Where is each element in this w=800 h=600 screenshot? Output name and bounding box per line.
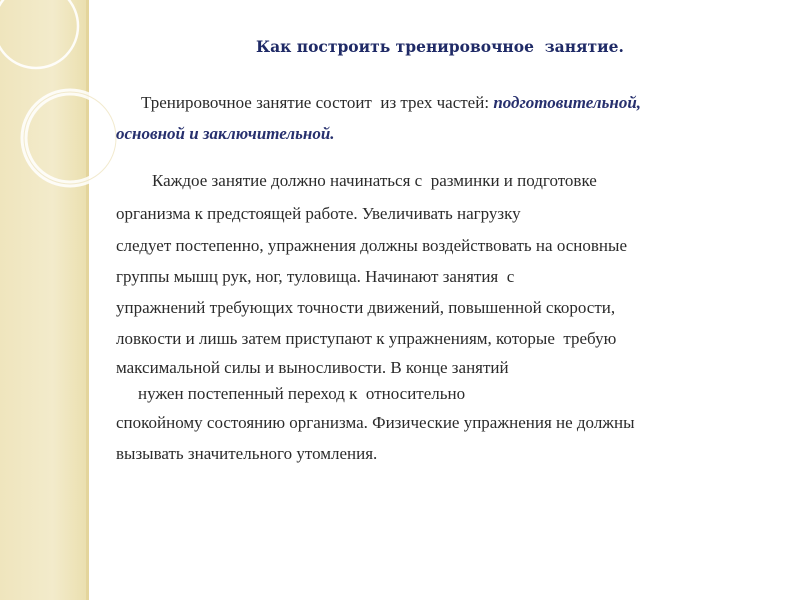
body-line: вызывать значительного утомления. [116, 444, 378, 463]
body-line: следует постепенно, упражнения должны воздействовать на основные [116, 236, 627, 255]
intro-line-1 [141, 93, 641, 113]
intro-emphasis-preparatory: подготовительной, [493, 93, 642, 112]
body-line: группы мышц рук, ног, туловища. Начинают занятия с [116, 267, 515, 286]
body-line: спокойному состоянию организма. Физические упражнения не должны [116, 413, 635, 432]
body-line: упражнений требующих точности движений, повышенной скорости, [116, 298, 616, 317]
body-line: максимальной силы и выносливости. В конце занятий [116, 358, 509, 377]
intro-line-2 [116, 124, 335, 144]
body-line: Каждое занятие должно начинаться с разминки и подготовке [152, 171, 597, 190]
decorative-circles-icon [0, 0, 140, 200]
slide-title: Как построить тренировочное занятие. [256, 37, 624, 56]
body-line: ловкости и лишь затем приступают к упражнениям, которые требую [116, 329, 617, 348]
intro-text: Тренировочное занятие состоит из трех частей: [141, 93, 494, 112]
intro-emphasis-main-final: основной и заключительной. [116, 124, 335, 143]
body-line: организма к предстоящей работе. Увеличивать нагрузку [116, 204, 521, 223]
body-line: нужен постепенный переход к относительно [138, 384, 466, 403]
